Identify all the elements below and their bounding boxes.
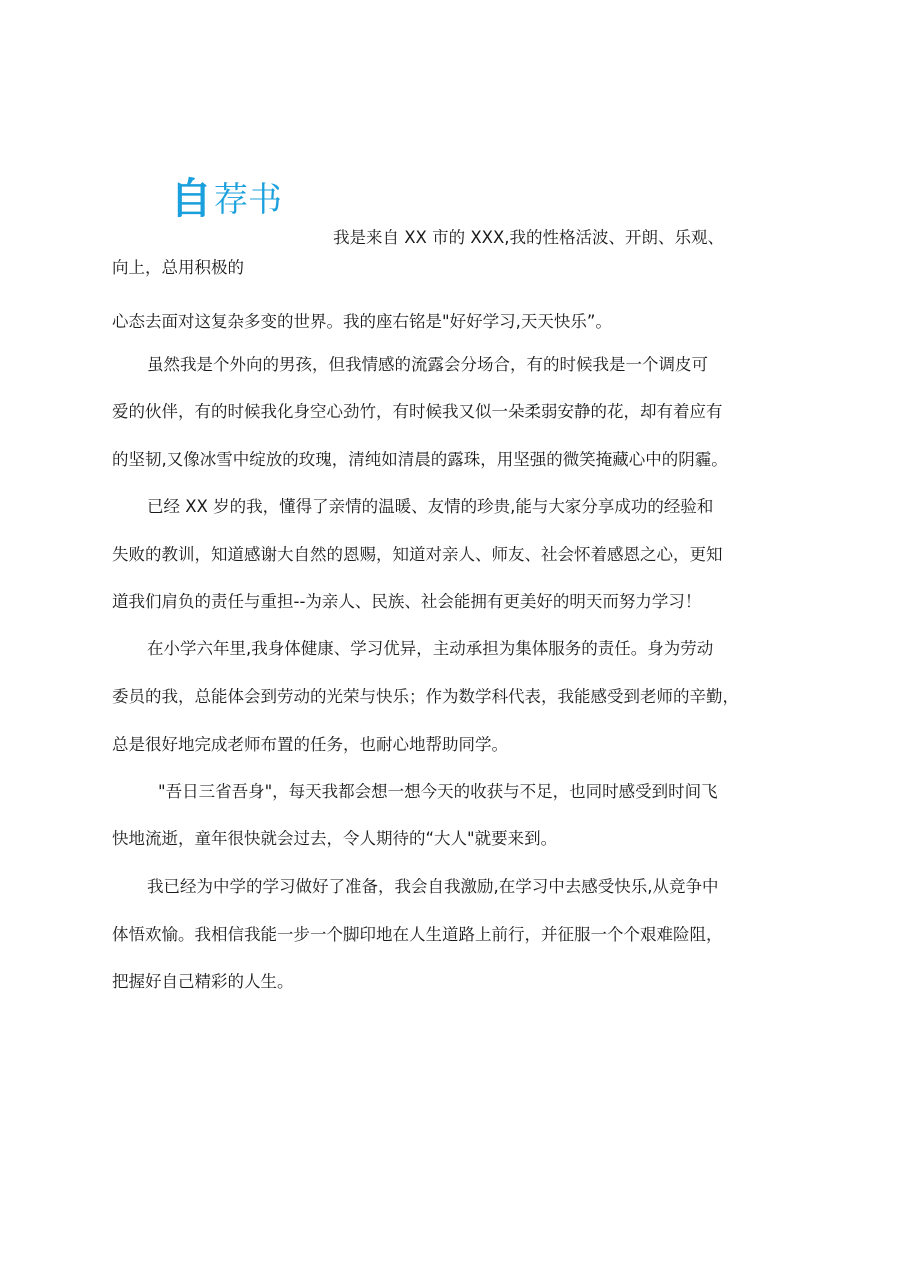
title-first-char: 自: [170, 174, 213, 223]
paragraph-line: 虽然我是个外向的男孩，但我情感的流露会分场合，有的时候我是一个调皮可: [147, 355, 708, 374]
paragraph-line: 委员的我，总能体会到劳动的光荣与快乐；作为数学科代表，我能感受到老师的辛勤，: [112, 687, 739, 706]
title-rest: 荐书: [214, 180, 283, 220]
paragraph-line: 我是来自 XX 市的 XXX,我的性格活波、开朗、乐观、: [333, 228, 724, 247]
paragraph-line: 体悟欢愉。我相信我能一步一个脚印地在人生道路上前行，并征服一个个艰难险阻，: [112, 925, 723, 944]
paragraph-line: 在小学六年里,我身体健康、学习优异，主动承担为集体服务的责任。身为劳动: [147, 639, 714, 658]
paragraph-line: 失败的教训，知道感谢大自然的恩赐，知道对亲人、师友、社会怀着感恩之心，更知: [112, 545, 723, 564]
paragraph-line: 爱的伙伴，有的时候我化身空心劲竹，有时候我又似一朵柔弱安静的花，却有着应有: [112, 402, 723, 421]
paragraph-line: 把握好自己精彩的人生。: [112, 972, 294, 991]
paragraph-line: "吾日三省吾身"，每天我都会想一想今天的收获与不足，也同时感受到时间飞: [158, 782, 718, 801]
paragraph-line: 我已经为中学的学习做好了准备，我会自我激励,在学习中去感受快乐,从竞争中: [147, 877, 719, 896]
document-title: [170, 170, 283, 223]
paragraph-line: 心态去面对这复杂多变的世界。我的座右铭是"好好学习,天天快乐”。: [112, 312, 612, 331]
paragraph-line: 快地流逝，童年很快就会过去，令人期待的“大人"就要来到。: [112, 829, 558, 848]
paragraph-line: 的坚韧,又像冰雪中绽放的玫瑰，清纯如清晨的露珠，用坚强的微笑掩藏心中的阴霾。: [112, 450, 728, 469]
paragraph-line: 已经 XX 岁的我，懂得了亲情的温暖、友情的珍贵,能与大家分享成功的经验和: [147, 497, 714, 516]
paragraph-line: 道我们肩负的责任与重担--为亲人、民族、社会能拥有更美好的明天而努力学习！: [112, 592, 702, 611]
paragraph-line: 总是很好地完成老师布置的任务，也耐心地帮助同学。: [112, 735, 508, 754]
paragraph-line: 向上，总用积极的: [112, 258, 244, 277]
